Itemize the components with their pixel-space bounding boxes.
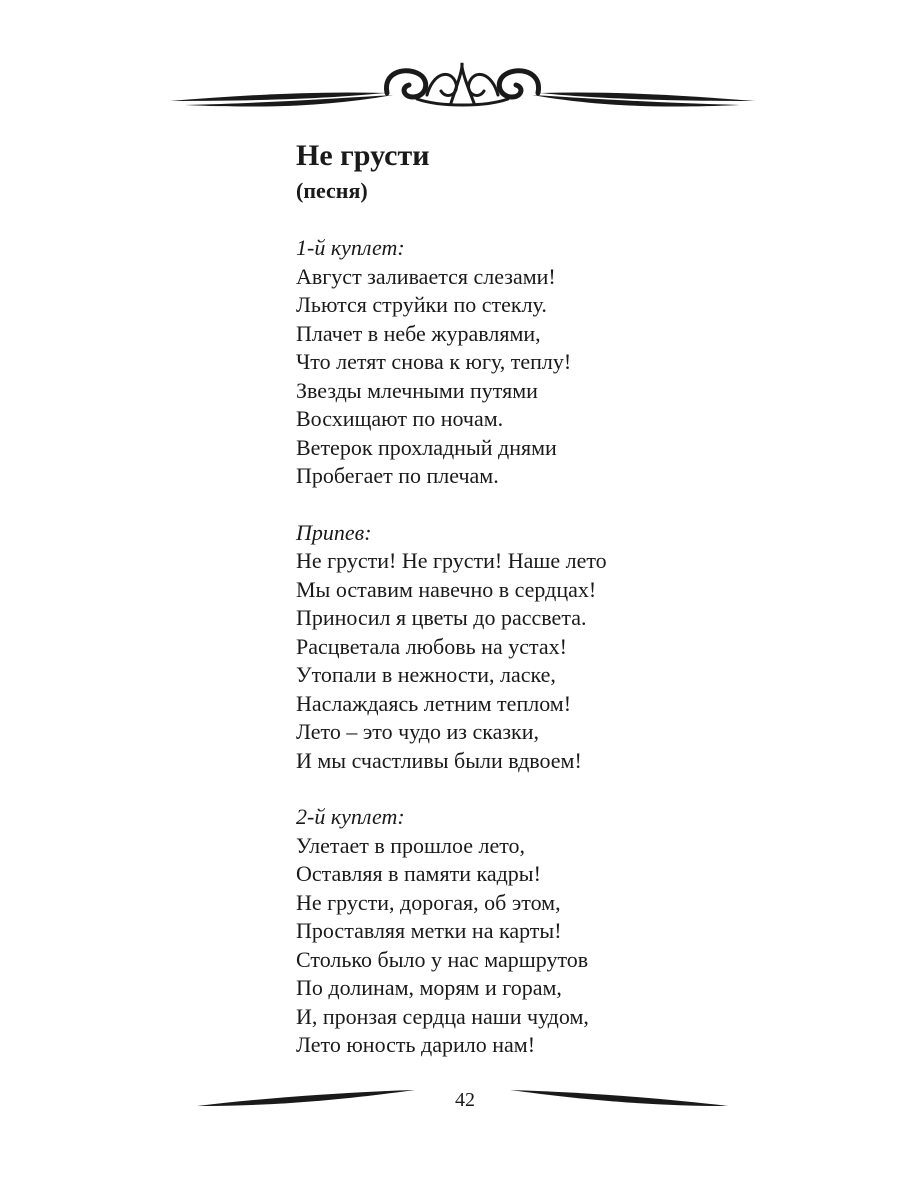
poem-line: Не грусти! Не грусти! Наше лето bbox=[296, 548, 607, 573]
poem-line: Улетает в прошлое лето, bbox=[296, 832, 526, 858]
poem-line: Звезды млечными путями bbox=[296, 377, 538, 403]
poem-line: По долинам, морям и горам, bbox=[296, 975, 562, 1000]
poem-subtitle: (песня) bbox=[296, 178, 368, 203]
stanza-label: 2-й куплет: bbox=[296, 804, 405, 829]
poem-line: Август заливается слезами! bbox=[296, 263, 556, 289]
poem-line: Приносил я цветы до рассвета. bbox=[296, 605, 587, 630]
top-flourish-ornament bbox=[165, 55, 760, 125]
poem-line: Лето юность дарило нам! bbox=[296, 1032, 536, 1057]
poem-line: Лето – это чудо из сказки, bbox=[296, 719, 539, 744]
poem-line: Мы оставим навечно в сердцах! bbox=[296, 576, 597, 602]
poem-line: Что летят снова к югу, теплу! bbox=[296, 349, 572, 374]
poem-line: Пробегает по плечам. bbox=[296, 463, 499, 488]
poem-line: Ветерок прохладный днями bbox=[296, 434, 557, 460]
poem-line: Восхищают по ночам. bbox=[296, 406, 504, 431]
stanza-verse-1 bbox=[296, 234, 796, 491]
poem-content bbox=[296, 138, 796, 1060]
poem-line: Расцветала любовь на устах! bbox=[296, 633, 567, 659]
stanza-label: Припев: bbox=[296, 519, 372, 545]
poem-line: Столько было у нас маршрутов bbox=[296, 946, 589, 972]
stanza-chorus bbox=[296, 519, 796, 776]
stanza-label: 1-й куплет: bbox=[296, 235, 405, 260]
poem-line: Наслаждаясь летним теплом! bbox=[296, 690, 572, 716]
poem-line: И мы счастливы были вдвоем! bbox=[296, 747, 582, 773]
poem-line: Проставляя метки на карты! bbox=[296, 918, 562, 943]
poem-line: И, пронзая сердца наши чудом, bbox=[296, 1003, 589, 1029]
poem-line: Утопали в нежности, ласке, bbox=[296, 662, 556, 687]
poem-line: Оставляя в памяти кадры! bbox=[296, 861, 541, 886]
poem-line: Не грусти, дорогая, об этом, bbox=[296, 889, 561, 915]
poem-line: Плачет в небе журавлями, bbox=[296, 320, 541, 346]
page-number: 42 bbox=[455, 1089, 475, 1111]
stanza-verse-2 bbox=[296, 803, 796, 1060]
poem-title: Не грусти bbox=[296, 139, 430, 172]
poem-line: Льются струйки по стеклу. bbox=[296, 292, 547, 317]
